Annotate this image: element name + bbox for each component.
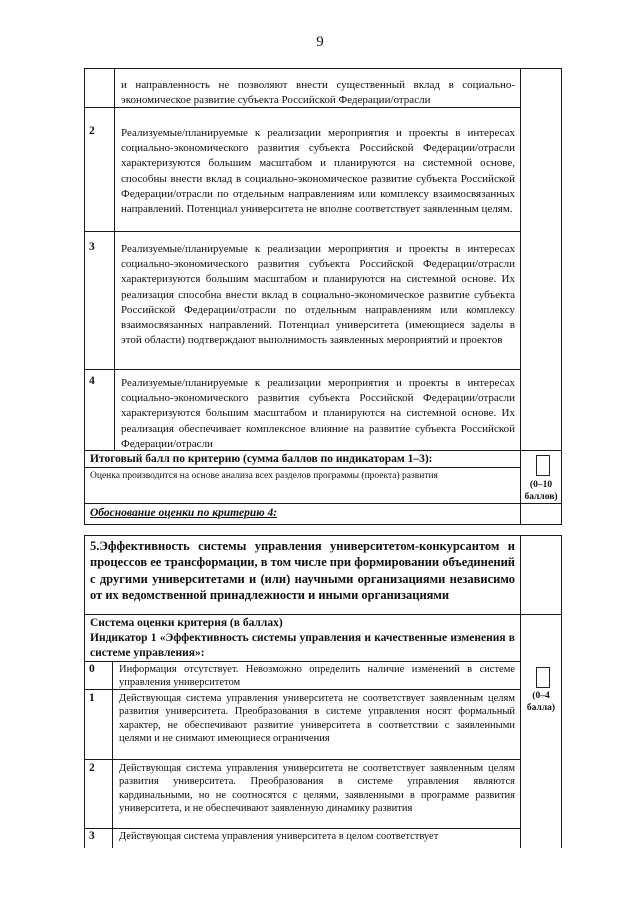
- score-input-box[interactable]: [536, 667, 550, 688]
- table-border-right: [561, 535, 562, 848]
- indicator-level-text: Действующая система управления университета не соответствует заявленным целям развития университета. Преобразования в системе управления носят формальный характер, не обеспечивают развитие университета в соответствии с заявленными целями и не снимают имеющиеся ограничения: [119, 693, 515, 744]
- indicator-level-number: 2: [89, 762, 95, 774]
- indicator-level-number: 3: [89, 830, 95, 842]
- table-rule: [84, 68, 562, 69]
- table-rule: [84, 503, 562, 504]
- criterion-5-title: 5.Эффективность системы управления университетом-конкурсантом и процессов ее трансформации, в том числе при формировании объединений с другими университетами и (или) научными организациями независимо от их ведомственной принадлежности и иными организациями: [90, 539, 515, 602]
- indicator-level-number: 2: [89, 125, 95, 137]
- table-rule: [84, 369, 521, 370]
- table-rule: [84, 614, 562, 615]
- table-rule: [84, 231, 521, 232]
- indicator-level-text: Реализуемые/планируемые к реализации мероприятия и проекты в интересах социально-экономического развития субъекта Российской Федерации/отрасли характеризуются большим масштабом и планируются на системной основе. Их реализация способна внести вклад в социально-экономическое развитие субъекта Российской Федерации/отрасли по отдельным направлениям или комплексу взаимосвязанных направлений. Потенциал университета (имеющиеся заделы в этой области) подтверждают выполнимость заявленных мероприятий и проектов: [121, 243, 515, 347]
- indicator-level-text: и направленность не позволяют внести существенный вклад в социально-экономическое развитие субъекта Российской Федерации/отрасли: [121, 79, 515, 107]
- indicator-level-number: 4: [89, 375, 95, 387]
- table-rule: [84, 535, 562, 536]
- indicator-level-text: Реализуемые/планируемые к реализации мероприятия и проекты в интересах социально-экономического развития субъекта Российской Федерации/отрасли характеризуются большим масштабом и планируются на системной основе, способны внести вклад в социально-экономическое развитие субъекта Российской Федерации/отрасли по отдельным направлениям или комплексу взаимосвязанных направлений. Потенциал университета не вполне соответствует заявленным целям.: [121, 127, 515, 216]
- table-rule: [84, 524, 562, 525]
- score-range: (0–10 баллов): [524, 480, 558, 502]
- indicator-level-number: 1: [89, 692, 95, 704]
- evaluation-system-label: Система оценки критерия (в баллах): [90, 617, 283, 629]
- table-border-left: [84, 68, 85, 525]
- indicator-level-text: Действующая система управления университета в целом соответствует: [119, 831, 439, 842]
- total-score-label: Итоговый балл по критерию (сумма баллов по индикаторам 1–3):: [90, 453, 433, 465]
- table-border-left: [84, 535, 85, 848]
- indicator-level-number: 0: [89, 663, 95, 675]
- indicator-level-text: Действующая система управления университета не соответствует заявленным целям развития университета. Преобразования в системе управления являются кардинальными, но не соотносятся с целями, заявленными в программе развития университета, и не обеспечивают заявленную динамику развития: [119, 763, 515, 814]
- table-column-divider: [520, 535, 521, 848]
- table-border-right: [561, 68, 562, 525]
- indicator-level-text: Реализуемые/планируемые к реализации мероприятия и проекты в интересах социально-экономического развития субъекта Российской Федерации/отрасли характеризуются большим масштабом и планируются на системной основе. Их реализация обеспечивает комплексное влияние на развитие субъекта Российской Федерации/отрасли: [121, 377, 515, 450]
- table-column-divider: [520, 68, 521, 525]
- table-rule: [84, 828, 521, 829]
- indicator-level-text: Информация отсутствует. Невозможно определить наличие изменений в системе управления университетом: [119, 664, 515, 689]
- page-number: 9: [316, 34, 324, 50]
- total-score-note: Оценка производится на основе анализа всех разделов программы (проекта) развития: [90, 471, 438, 481]
- indicator-level-number: 3: [89, 241, 95, 253]
- table-rule: [84, 759, 521, 760]
- indicator-1-title: Индикатор 1 «Эффективность системы управления и качественные изменения в системе управления»:: [90, 632, 515, 660]
- score-input-box[interactable]: [536, 455, 550, 476]
- score-range: (0–4 балла): [526, 691, 556, 713]
- justification-label: Обоснование оценки по критерию 4:: [90, 507, 278, 519]
- table-column-divider: [114, 68, 115, 450]
